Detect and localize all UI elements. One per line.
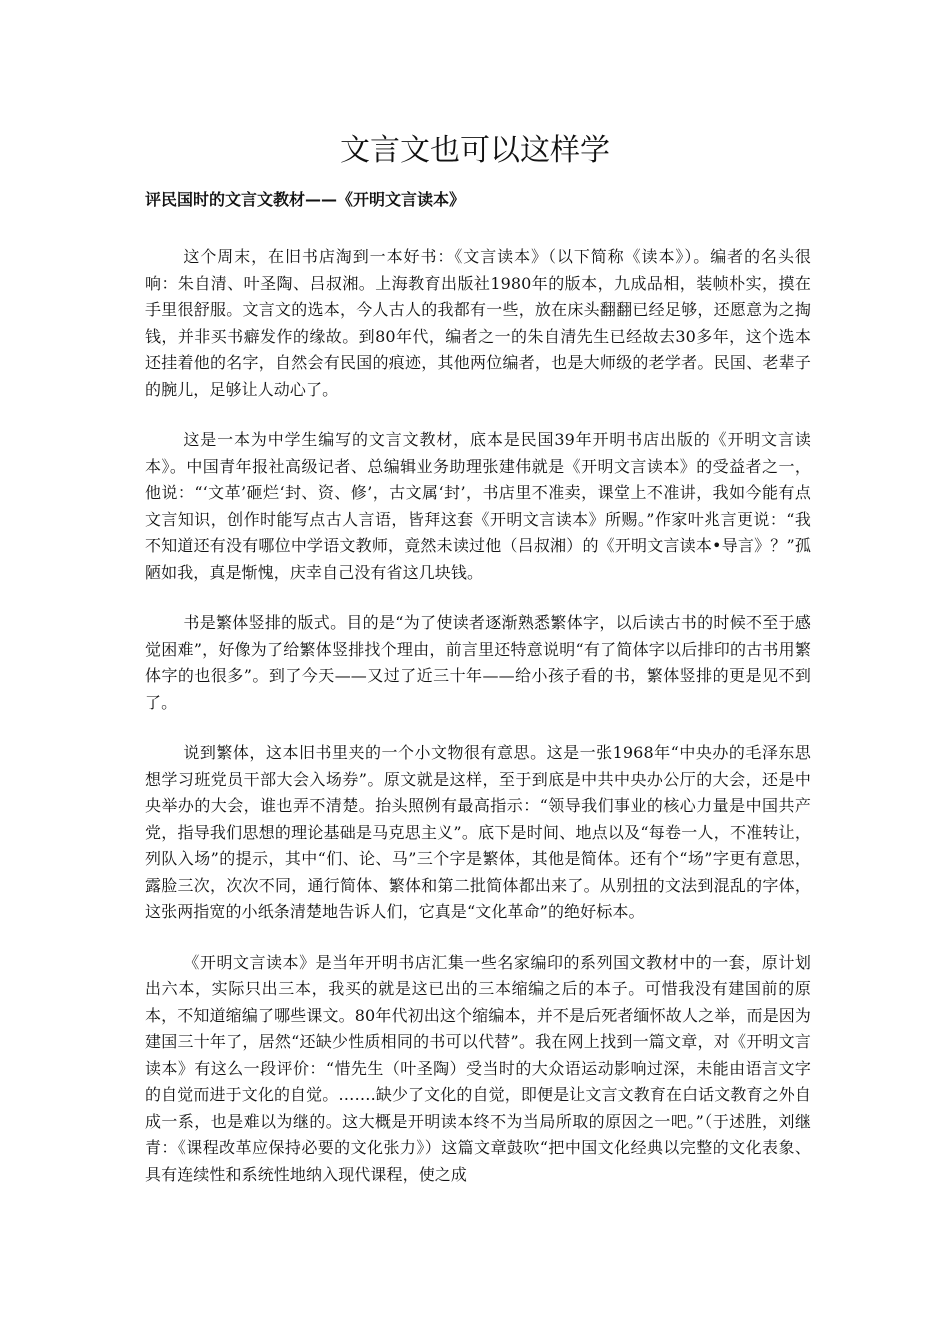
paragraph: 说到繁体，这本旧书里夹的一个小文物很有意思。这是一张1968年“中央办的毛泽东思想学习班党员干部大会入场券”。原文就是这样，至于到底是中共中央办公厅的大会，还是中央举办的大会，谁也弄不清楚。抬头照例有最高指示：“领导我们事业的核心力量是中国共产党，指导我们思想的理论基础是马克思主义”。底下是时间、地点以及“每卷一人，不准转让，列队入场”的提示，其中“们、论、马”三个字是繁体，其他是简体。还有个“场”字更有意思，露脸三次，次次不同，通行简体、繁体和第二批简体都出来了。从别扭的文法到混乱的字体，这张两指宽的小纸条清楚地告诉人们，它真是“文化革命”的绝好标本。 (145, 743, 811, 921)
paragraph: 这个周末，在旧书店淘到一本好书：《文言读本》（以下简称《读本》）。编者的名头很响：朱自清、叶圣陶、吕叔湘。上海教育出版社1980年的版本，九成品相，装帧朴实，摸在手里很舒服。文言文的选本，今人古人的我都有一些，放在床头翻翻已经足够，还愿意为之掏钱，并非买书癖发作的缘故。到80年代，编者之一的朱自清先生已经故去30多年，这个选本还挂着他的名字，自然会有民国的痕迹，其他两位编者，也是大师级的老学者。民国、老辈子的腕儿，足够让人动心了。 (145, 247, 811, 399)
article-body (145, 244, 811, 1212)
paragraph: 这是一本为中学生编写的文言文教材，底本是民国39年开明书店出版的《开明文言读本》。中国青年报社高级记者、总编辑业务助理张建伟就是《开明文言读本》的受益者之一，他说：“‘文革’砸烂‘封、资、修’，古文属‘封’，书店里不准卖，课堂上不准讲，我如今能有点文言知识，创作时能写点古人言语，皆拜这套《开明文言读本》所赐。”作家叶兆言更说：“我不知道还有没有哪位中学语文教师，竟然未读过他（吕叔湘）的《开明文言读本•导言》？”孤陋如我，真是惭愧，庆幸自己没有省这几块钱。 (145, 430, 811, 582)
article-subtitle: 评民国时的文言文教材——《开明文言读本》 (145, 190, 466, 209)
paragraph: 《开明文言读本》是当年开明书店汇集一些名家编印的系列国文教材中的一套，原计划出六本，实际只出三本，我买的就是这已出的三本缩编之后的本子。可惜我没有建国前的原本，不知道缩编了哪些课文。80年代初出这个缩编本，并不是后死者缅怀故人之举，而是因为建国三十年了，居然“还缺少性质相同的书可以代替”。我在网上找到一篇文章，对《开明文言读本》有这么一段评价：“惜先生（叶圣陶）受当时的大众语运动影响过深，未能由语言文字的自觉而进于文化的自觉。…….缺少了文化的自觉，即便是让文言文教育在白话文教育之外自成一系，也是难以为继的。这大概是开明读本终不为当局所取的原因之一吧。”（于述胜，刘继青：《课程改革应保持必要的文化张力》）这篇文章鼓吹“把中国文化经典以完整的文化表象、具有连续性和系统性地纳入现代课程，使之成 (145, 952, 811, 1184)
article-title: 文言文也可以这样学 (340, 133, 610, 168)
paragraph: 书是繁体竖排的版式。目的是“为了使读者逐渐熟悉繁体字，以后读古书的时候不至于感觉困难”，好像为了给繁体竖排找个理由，前言里还特意说明“有了简体字以后排印的古书用繁体字的也很多”。到了今天——又过了近三十年——给小孩子看的书，繁体竖排的更是见不到了。 (145, 613, 811, 712)
